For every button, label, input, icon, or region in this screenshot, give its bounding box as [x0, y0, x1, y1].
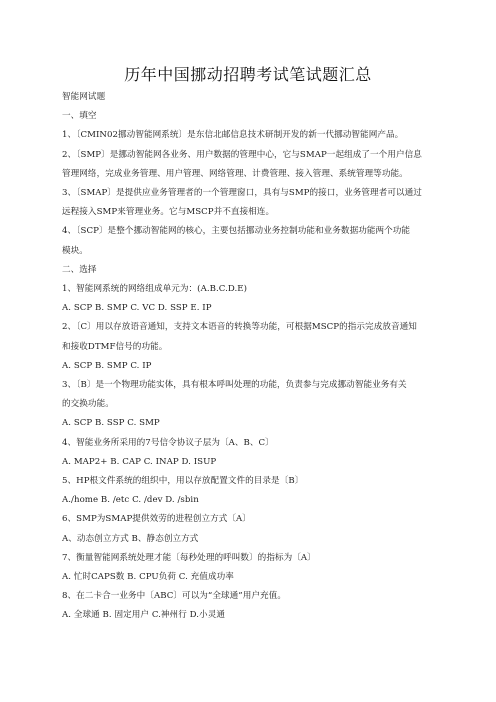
text-line: A./home B. /etc C. /dev D. /sbin	[62, 495, 199, 506]
text-line: A、动态创立方式 B、静态创立方式	[62, 533, 199, 544]
text-line: 模块。	[62, 245, 88, 256]
text-line: 二、选择	[62, 264, 97, 275]
text-line: 和接收DTMF信号的功能。	[62, 341, 168, 352]
document-title: 历年中国挪动招聘考试笔试题汇总	[124, 65, 372, 84]
text-line: 的交换功能。	[62, 399, 114, 410]
text-line: A. 全球通 B. 固定用户 C.神州行 D.小灵通	[62, 610, 225, 621]
text-line: A. SCP B. SSP C. SMP	[62, 418, 160, 429]
document-body	[62, 88, 462, 626]
text-line: 一、填空	[62, 111, 97, 122]
text-line: 1、〔CMIN02挪动智能网系统〕是东信北邮信息技术研制开发的新一代挪动智能网产品。	[62, 130, 404, 141]
text-line: A. SCP B. SMP C. VC D. SSP E. IP	[62, 303, 212, 314]
text-line: A. SCP B. SMP C. IP	[62, 360, 152, 371]
text-line: 2、〔SMP〕是挪动智能网各业务、用户数据的管理中心，它与SMAP一起组成了一个用户信息	[62, 149, 422, 160]
text-line: 管理网络，完成业务管理、用户管理、网络管理、计费管理、接入管理、系统管理等功能。	[62, 168, 408, 179]
text-line: 5、HP根文件系统的组织中，用以存放配置文件的目录是〔B〕	[62, 476, 304, 487]
text-line: 7、衡量智能网系统处理才能〔每秒处理的呼叫数〕的指标为〔A〕	[62, 552, 316, 563]
text-line: 远程接入SMP来管理业务。它与MSCP并不直接相连。	[62, 207, 275, 218]
text-line: A. MAP2+ B. CAP C. INAP D. ISUP	[62, 456, 217, 467]
text-line: 8、在二卡合一业务中〔ABC〕可以为“全球通”用户充值。	[62, 591, 286, 602]
text-line: A. 忙时CAPS数 B. CPU负荷 C. 充值成功率	[62, 572, 234, 583]
text-line: 1、智能网系统的网络组成单元为：(A.B.C.D.E)	[62, 284, 248, 295]
text-line: 4、〔SCP〕是整个挪动智能网的核心，主要包括挪动业务控制功能和业务数据功能两个功能	[62, 226, 411, 237]
text-line: 3、〔B〕是一个物理功能实体，具有根本呼叫处理的功能，负责参与完成挪动智能业务有关	[62, 380, 407, 391]
text-line: 3、〔SMAP〕是提供应业务管理者的一个管理窗口，具有与SMP的接口，业务管理者可以通过	[62, 188, 422, 199]
text-line: 2、〔C〕用以存放语音通知，支持文本语音的转换等功能，可根据MSCP的指示完成放音通知	[62, 322, 417, 333]
text-line: 智能网试题	[62, 92, 106, 102]
text-line: 4、智能业务所采用的7号信令协议子层为〔A、B、C〕	[62, 437, 274, 448]
text-line: 6、SMP为SMAP提供效劳的进程创立方式〔A〕	[62, 514, 251, 525]
